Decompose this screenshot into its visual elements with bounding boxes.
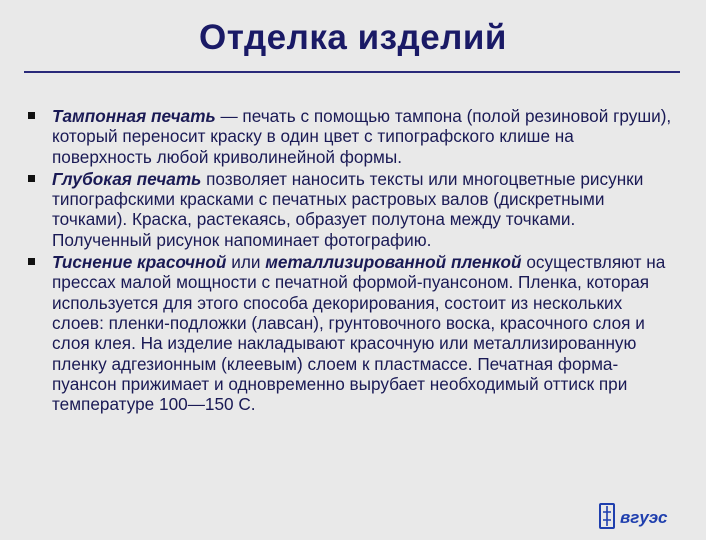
bullet-term-2: металлизированной пленкой	[265, 252, 522, 273]
square-bullet-icon	[28, 112, 35, 119]
slide-title: Отделка изделий	[199, 18, 507, 57]
bullet-item	[26, 169, 676, 250]
bullet-text: — печать с помощью тампона (полой резиновой груши), который переносит краску в один цвет с типографского клише на поверхность любой криволинейной формы.	[52, 106, 672, 167]
title-divider	[24, 71, 680, 73]
bullet-item	[26, 252, 676, 414]
bullet-item	[26, 106, 676, 167]
bullet-text: позволяет наносить тексты или многоцветные рисунки типографскими красками с печатных растровых валов (дискретными точками). Краска, растекаясь, образует полутона между точками. Полученный рисунок напоминает фотографию.	[52, 168, 644, 250]
bullet-term: Тампонная печать	[52, 106, 216, 126]
square-bullet-icon	[28, 175, 35, 182]
bullet-term: Тиснение красочной	[52, 252, 227, 273]
square-bullet-icon	[28, 258, 35, 265]
emblem-mark	[600, 504, 614, 528]
bullet-connector: или	[226, 252, 266, 273]
bullet-term: Глубокая печать	[52, 168, 202, 189]
university-logo-icon	[598, 500, 682, 532]
bullet-list	[26, 106, 676, 416]
logo-text: вгуэс	[620, 508, 668, 527]
bullet-text: осуществляют на прессах малой мощности с печатной формой-пуансоном. Пленка, которая используется для этого способа декорирования, состоит из нескольких слоев: пленки-подложки (лавсан), грунтовочного воска, красочного слоя и слоя клея. На изделие накладывают красочную или металлизированную пленку адгезионным (клеевым) слоем к пластмассе. Печатная форма-пуансон прижимает и одновременно вырубает необходимый оттиск при температуре 100—150 С.	[52, 252, 666, 415]
